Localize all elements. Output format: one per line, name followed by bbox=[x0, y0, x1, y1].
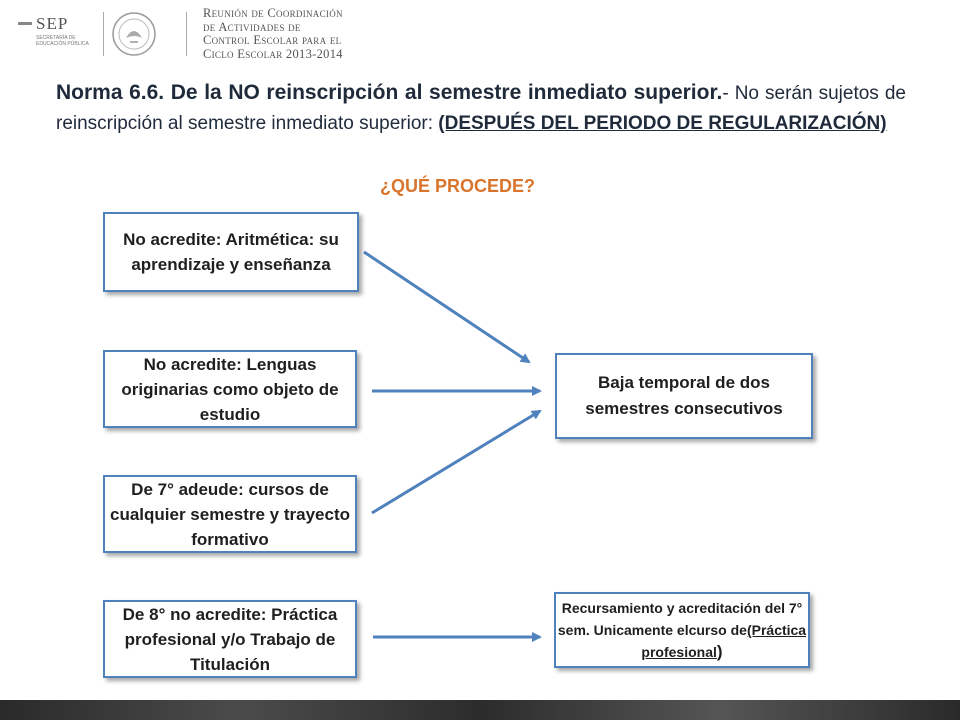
recursamiento-close: ) bbox=[716, 642, 723, 661]
meeting-title-line: Control Escolar para el bbox=[203, 33, 342, 47]
footer-bar bbox=[0, 700, 960, 720]
arrow-3 bbox=[372, 411, 540, 513]
norma-title: Norma 6.6. De la NO reinscripción al semestre inmediato superior. bbox=[56, 81, 723, 104]
question-heading: ¿QUÉ PROCEDE? bbox=[380, 176, 536, 196]
meeting-title-line: Reunión de Coordinación bbox=[203, 6, 343, 20]
recursamiento-underlined: (Práctica profesional bbox=[641, 622, 807, 660]
sep-logo-text: SEP bbox=[36, 14, 69, 33]
arrow-1 bbox=[364, 252, 529, 362]
sep-logo-subtitle: SECRETARÍA DE EDUCACIÓN PÚBLICA bbox=[36, 35, 89, 47]
condition-box-8-no-acredite: De 8° no acredite: Práctica profesional y/o Trabajo de Titulación bbox=[103, 600, 357, 678]
meeting-title-line: Ciclo Escolar 2013-2014 bbox=[203, 46, 343, 61]
recursamiento-text bbox=[556, 597, 808, 663]
condition-box-aritmetica: No acredite: Aritmética: su aprendizaje y enseñanza bbox=[103, 212, 359, 292]
result-box-recursamiento bbox=[554, 592, 810, 668]
norma-text: - No serán sujetos de reinscripción al semestre inmediato superior: bbox=[56, 83, 906, 134]
recursamiento-line: Recursamiento y acreditación del 7° sem. Unicamente elcurso de bbox=[557, 600, 803, 638]
norma-condition: (DESPUÉS DEL PERIODO DE REGULARIZACIÓN) bbox=[438, 113, 887, 134]
condition-box-lenguas: No acredite: Lenguas originarias como objeto de estudio bbox=[103, 350, 357, 428]
result-box-baja-temporal: Baja temporal de dos semestres consecutivos bbox=[555, 353, 813, 439]
condition-box-7-adeude: De 7° adeude: cursos de cualquier semestre y trayecto formativo bbox=[103, 475, 357, 553]
meeting-title-line: de Actividades de bbox=[203, 19, 301, 34]
